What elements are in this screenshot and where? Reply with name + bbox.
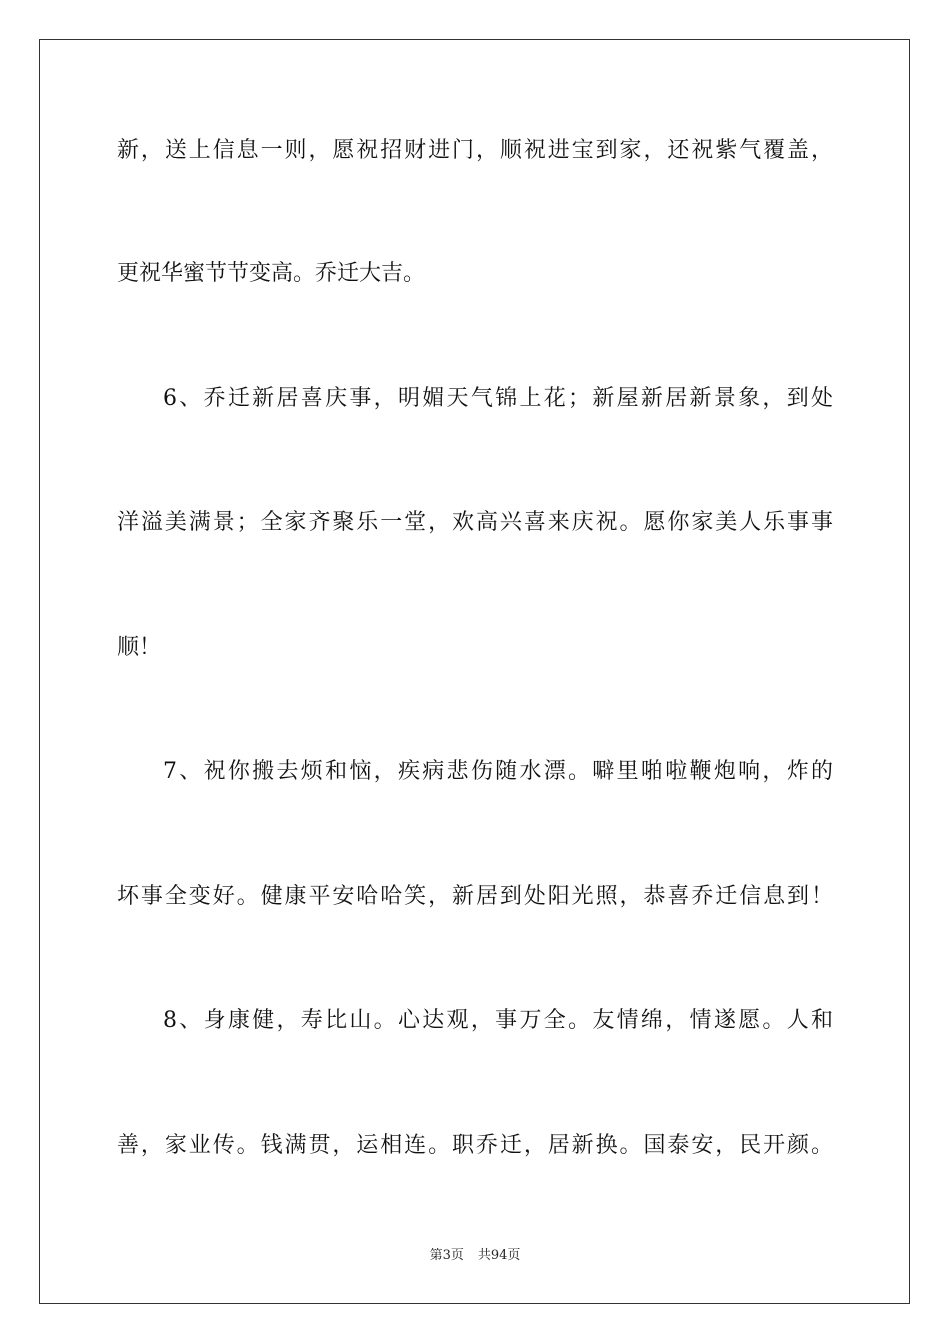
total-pages: 共94页	[477, 1248, 521, 1263]
page-footer	[0, 1247, 950, 1265]
paragraph-line: 6、乔迁新居喜庆事，明媚天气锦上花；新屋新居新景象，到处	[163, 386, 833, 411]
paragraph-line: 更祝华蜜节节变高。乔迁大吉。	[117, 261, 426, 286]
paragraph-line: 顺！	[117, 635, 162, 660]
page-border	[39, 39, 910, 1304]
paragraph-line: 8、身康健，寿比山。心达观，事万全。友情绵，情遂愿。人和	[163, 1008, 833, 1033]
paragraph-line: 坏事全变好。健康平安哈哈笑，新居到处阳光照，恭喜乔迁信息到！	[117, 884, 833, 909]
paragraph-line: 洋溢美满景；全家齐聚乐一堂，欢高兴喜来庆祝。愿你家美人乐事事	[117, 510, 833, 535]
paragraph-line: 善，家业传。钱满贯，运相连。职乔迁，居新换。国泰安，民开颜。	[117, 1133, 833, 1158]
page-number: 第3页	[429, 1248, 464, 1263]
paragraph-line: 新，送上信息一则，愿祝招财进门，顺祝进宝到家，还祝紫气覆盖，	[117, 138, 833, 163]
paragraph-line: 7、祝你搬去烦和恼，疾病悲伤随水漂。噼里啪啦鞭炮响，炸的	[163, 759, 833, 784]
